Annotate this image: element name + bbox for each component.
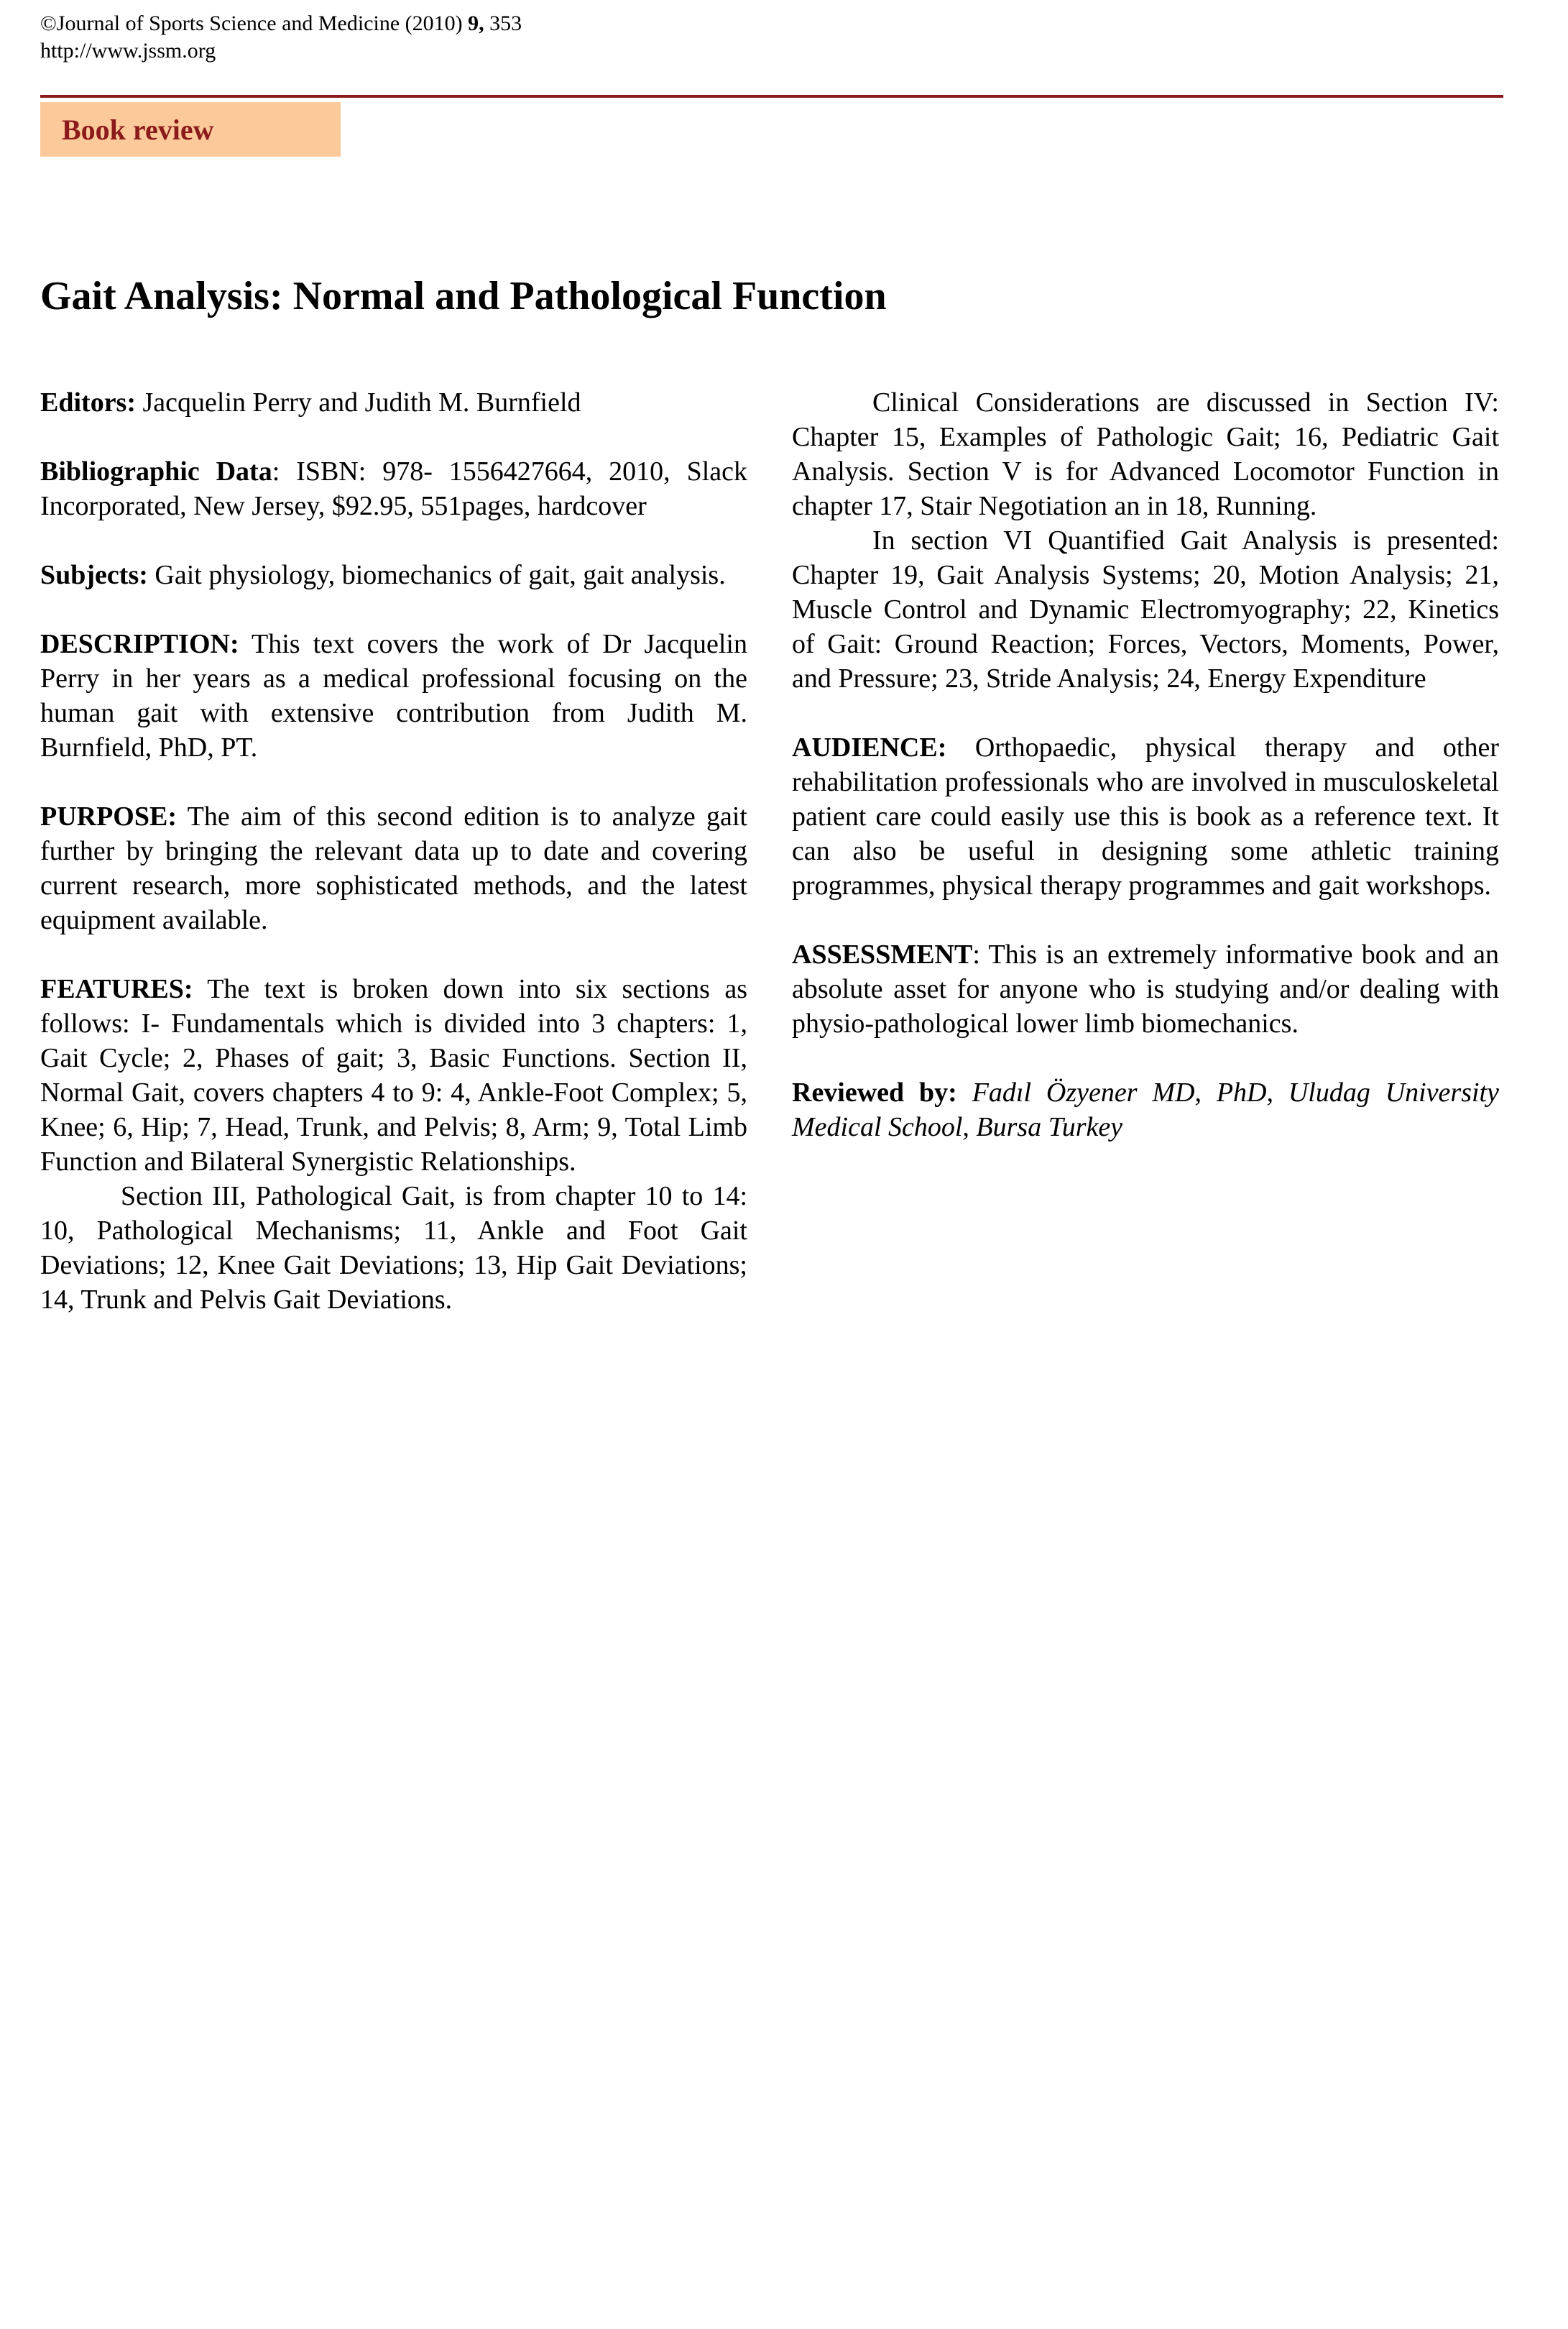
left-column <box>40 385 747 1351</box>
editors-text: Jacquelin Perry and Judith M. Burnfield <box>136 387 581 418</box>
section6-paragraph: In section VI Quantified Gait Analysis is presented: Chapter 19, Gait Analysis Systems; 20, Motion Analysis; 21, Muscle Control and Dynamic Electromyography; 22, Kinetics of Gait: Ground Reaction; Forces, Vectors, Moments, Power, and Pressure; 23, Stride Analysis; 24, Energy Expenditure <box>792 525 1499 694</box>
bibliographic-label: Bibliographic Data <box>40 456 272 487</box>
assessment-text: : This is an extremely informative book and an absolute asset for anyone who is studying and/or dealing with physio-pathological lower limb biomechanics. <box>792 940 1499 1039</box>
features-label: FEATURES: <box>40 974 193 1004</box>
header-divider <box>40 95 1503 98</box>
right-column <box>792 385 1499 1179</box>
editors-label: Editors: <box>40 387 136 418</box>
subjects-label: Subjects: <box>40 560 148 590</box>
journal-header <box>40 10 522 65</box>
bibliographic-paragraph <box>40 454 747 523</box>
journal-url[interactable]: http://www.jssm.org <box>40 39 216 63</box>
audience-paragraph <box>792 730 1499 903</box>
journal-citation <box>40 10 522 37</box>
purpose-paragraph <box>40 799 747 937</box>
audience-text: Orthopaedic, physical therapy and other rehabilitation professionals who are involved in musculoskeletal patient care could easily use this is book as a reference text. It can also be useful in designing some athletic training programmes, physical therapy programmes and gait workshops. <box>792 732 1499 901</box>
description-label: DESCRIPTION: <box>40 629 239 659</box>
subjects-text: Gait physiology, biomechanics of gait, gait analysis. <box>147 560 726 590</box>
reviewer-text: Fadıl Özyener MD, PhD, Uludag University Medical School, Bursa Turkey <box>792 1078 1499 1142</box>
purpose-text: The aim of this second edition is to analyze gait further by bringing the relevant data up to date and covering current research, more sophisticated methods, and the latest equipment available. <box>40 801 747 935</box>
features-paragraph <box>40 972 747 1179</box>
subjects-paragraph <box>40 558 747 592</box>
description-paragraph <box>40 627 747 765</box>
editors-paragraph <box>40 385 747 420</box>
journal-page: 353 <box>484 12 522 35</box>
section-badge: Book review <box>40 102 341 157</box>
assessment-label: ASSESSMENT <box>792 940 973 970</box>
journal-name: ©Journal of Sports Science and Medicine (2010) <box>40 12 469 35</box>
purpose-label: PURPOSE: <box>40 801 177 832</box>
features-continuation: Section III, Pathological Gait, is from chapter 10 to 14: 10, Pathological Mechanisms; 11, Ankle and Foot Gait Deviations; 12, Knee Gait Deviations; 13, Hip Gait Deviations; 14, Trunk and Pelvis Gait Deviations. <box>40 1181 747 1315</box>
reviewed-paragraph <box>792 1075 1499 1144</box>
features-text: The text is broken down into six sections as follows: I- Fundamentals which is divided into 3 chapters: 1, Gait Cycle; 2, Phases of gait; 3, Basic Functions. Section II, Normal Gait, covers chapters 4 to 9: 4, Ankle-Foot Complex; 5, Knee; 6, Hip; 7, Head, Trunk, and Pelvis; 8, Arm; 9, Total Limb Function and Bilateral Synergistic Relationships. <box>40 974 747 1177</box>
description-text: This text covers the work of Dr Jacquelin Perry in her years as a medical professional focusing on the human gait with extensive contribution from Judith M. Burnfield, PhD, PT. <box>40 629 747 763</box>
journal-volume: 9, <box>468 12 484 35</box>
assessment-paragraph <box>792 937 1499 1041</box>
audience-label: AUDIENCE: <box>792 732 947 763</box>
reviewed-label: Reviewed by: <box>792 1078 957 1108</box>
clinical-paragraph: Clinical Considerations are discussed in Section IV: Chapter 15, Examples of Pathologic Gait; 16, Pediatric Gait Analysis. Section V is for Advanced Locomotor Function in chapter 17, Stair Negotiation an in 18, Running. <box>792 387 1499 521</box>
bibliographic-text: : ISBN: 978- 1556427664, 2010, Slack Incorporated, New Jersey, $92.95, 551pages, hardcover <box>40 456 747 521</box>
article-title: Gait Analysis: Normal and Pathological Function <box>40 274 887 318</box>
